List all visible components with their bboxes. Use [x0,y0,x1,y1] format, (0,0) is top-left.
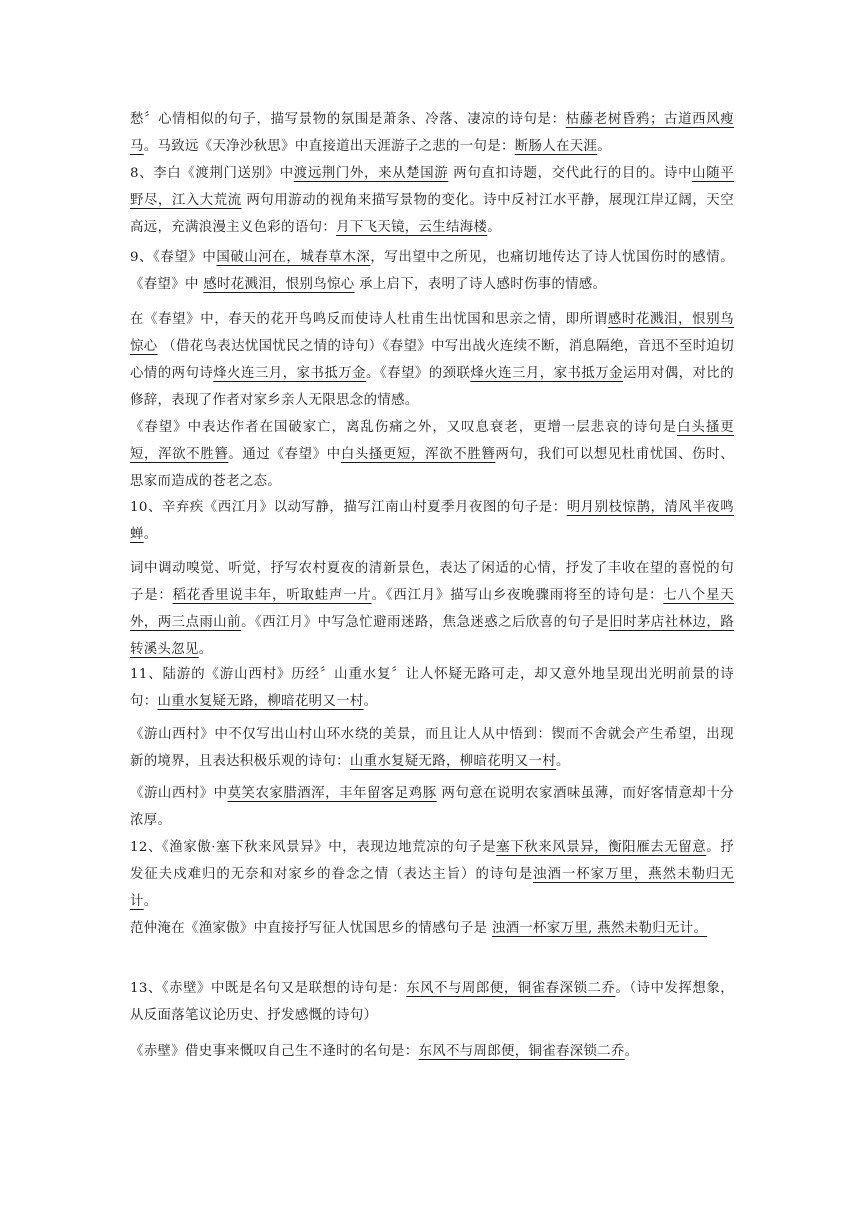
text-segment: 12、《渔家傲·塞下秋来风景异》中，表现边地荒凉的句子是 [130,840,497,855]
text-segment: 。（诗中发挥想象，从反面落笔议论历史、抒发感慨的诗句） [130,981,735,1023]
underlined-answer: 白头搔更短，浑欲不胜簪 [130,420,735,462]
underlined-answer: 山重水复疑无路，柳暗花明又一村 [157,694,364,709]
underlined-answer: 感时花溅泪，恨别鸟惊心 [130,312,734,354]
text-segment: 9、《春望》中 [130,250,217,265]
underlined-answer: 稻花香里说丰年，听取蛙声一片 [172,588,372,603]
underlined-answer: 国破山河在，城春草木深 [216,250,371,265]
text-segment: 11、陆游的《游山西村》历经〞山重水复〞让人怀疑无路可走，却又意外地呈现出光明前景的诗句： [130,667,734,709]
text-segment: 。 [624,1044,639,1059]
underlined-answer: 白头搔更短，浑欲不胜簪 [340,447,496,462]
underlined-answer: 烽火连三月，家书抵万金 [213,366,366,381]
underlined-answer: 明月别枝惊鹊，清风半夜鸣蝉 [130,500,734,542]
paragraph-13 [130,975,734,1029]
paragraph-9 [130,721,734,775]
paragraph-10 [130,780,734,834]
underlined-answer: 塞下秋来风景异，衡阳雁去无留意 [496,840,707,855]
text-segment: 。《西江月》中写急忙避雨迷路，焦急迷惑之后欣喜的句子是 [241,615,610,630]
paragraph-6 [130,494,734,548]
paragraph-4 [130,306,734,414]
underlined-answer: 东风不与周郎便，铜雀春深锁二乔 [418,1044,625,1059]
underlined-answer: 月下飞天镜，云生结海楼 [336,220,488,235]
text-segment: （借花鸟表达忧国忧民之情的诗句）《春望》中写出战火连续不断，消息隔绝，音迅不至时迫切心情的两句诗 [130,339,735,381]
text-segment: 。《西江月》描写山乡夜晚骤雨将至的诗句是： [371,588,664,603]
text-segment: 。抒发征夫戍难归的无奈和对家乡的眷念之情（表达主旨）的诗句是 [130,840,734,882]
text-segment: 两句用游动的视角来描写景物的变化。诗中反衬江水平静，展现江岸辽阔，天空高远，充满浪漫主义色彩的语句： [130,193,734,235]
text-segment: 《春望》中表达作者在国破家亡，离乱伤痛之外，又叹息衰老，更增一层悲哀的诗句是 [130,420,678,435]
underlined-answer: 莫笑农家腊酒浑，丰年留客足鸡豚 [227,786,437,801]
underlined-answer: 烽火连三月，家书抵万金 [470,366,624,381]
underlined-answer: 枯藤老树昏鸦；古道西风瘦马 [130,112,734,154]
text-segment: 词中调动嗅觉、听觉，抒写农村夏夜的清新景色，表达了闲适的心情，抒发了丰收在望的喜悦的句子是： [130,561,734,603]
text-segment: 。 [597,139,611,154]
text-segment: 。《春望》的颈联 [366,366,471,381]
text-segment: 在《春望》中，春天的花开鸟鸣反而使诗人杜甫生出忧国和思亲之情，即所谓 [130,312,608,327]
text-segment: ，写出望中之所见，也痛切地传达了诗人忧国伤时的感情。《春望》中 [130,250,734,292]
text-segment: 承上启下，表明了诗人感时伤事的情感。 [354,277,607,292]
text-segment: 。通过《春望》中 [228,447,341,462]
text-segment: 。 [487,220,502,235]
paragraph-5 [130,414,734,495]
underlined-answer: 山随平野尽，江入大荒流 [130,166,735,208]
underlined-answer: 浊酒一杯家万里, 燕然未勒归无计。 [491,921,708,936]
underlined-answer: 渡远荆门外，来从楚国游 [293,166,449,181]
text-segment: 《游山西村》中 [130,786,228,801]
text-segment: 愁〞心情相似的句子，描写景物的氛围是萧条、冷落、凄凉的诗句是： [130,112,566,127]
text-segment: 13、《赤壁》中既是名句又是联想的诗句是： [130,981,407,996]
paragraph-3 [130,244,734,298]
text-segment: 两句直扣诗题，交代此行的目的。诗中 [448,166,693,181]
paragraph-11 [130,834,734,915]
paragraph-2 [130,160,734,241]
text-segment: 。 [143,527,158,542]
text-segment: 《游山西村》中不仅写出山村山环水绕的美景，而且让人从中悟到：锲而不舍就会产生希望，出现新的境界，且表达积极乐观的诗句： [130,727,734,769]
underlined-answer: 旧时茅店社林边，路转溪头忽见 [130,615,734,657]
underlined-answer: 断肠人在天涯 [514,139,598,154]
paragraph-1 [130,106,734,160]
paragraph-12 [130,915,734,942]
text-segment: 两句，我们可以想见杜甫忧国、伤时、思家而造成的苍老之态。 [130,447,734,489]
text-segment: 。 [143,894,158,909]
text-segment: 。 [198,642,213,657]
text-segment: 8、李白《渡荆门送别》中 [130,166,294,181]
paragraph-14 [130,1038,734,1065]
underlined-answer: 山重水复疑无路，柳暗花明又一村 [349,754,556,769]
text-segment: 《赤壁》借史事来慨叹自己生不逢时的名句是： [130,1044,419,1059]
underlined-answer: 七八个星天外，两三点雨山前 [130,588,734,630]
text-segment: 运用对偶，对比的修辞，表现了作者对家乡亲人无限思念的情感。 [130,366,734,408]
underlined-answer: 东风不与周郎便，铜雀春深锁二乔 [406,981,616,996]
text-segment: 。 [555,754,570,769]
text-segment: 。马致远《天净沙秋思》中直接道出天涯游子之悲的一句是： [143,139,515,154]
underlined-answer: 感时花溅泪，恨别鸟惊心 [203,277,355,292]
text-segment: 。 [363,694,378,709]
text-segment: 10、辛弃疾《西江月》以动写静，描写江南山村夏季月夜图的句子是： [130,500,567,515]
paragraph-8 [130,661,734,715]
text-segment: 两句意在说明农家酒味虽薄，而好客情意却十分浓厚。 [130,786,734,828]
paragraph-7 [130,555,734,663]
underlined-answer: 浊酒一杯家万里，燕然未勒归无计 [130,867,734,909]
text-segment: 范仲淹在《渔家傲》中直接抒写征人忧国思乡的情感句子是 [130,921,492,936]
